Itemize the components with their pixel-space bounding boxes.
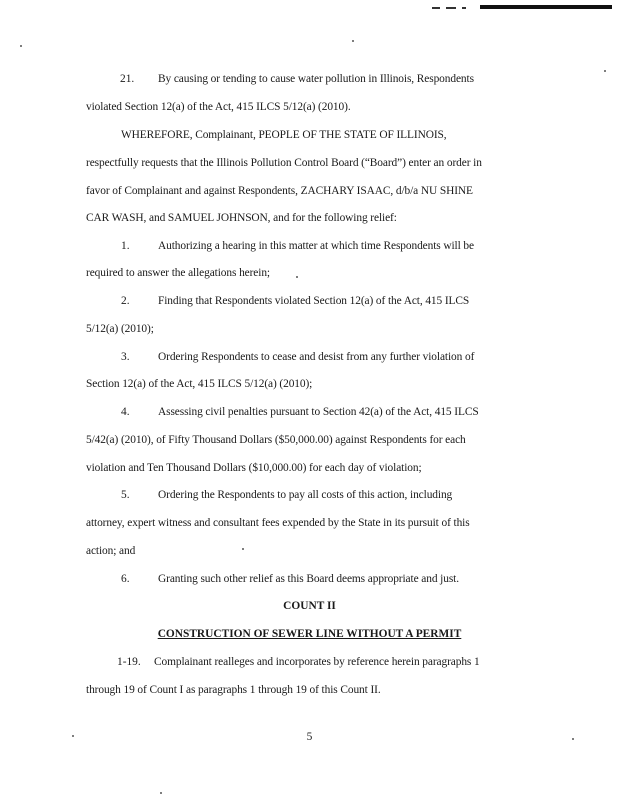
relief-4-line-1: Assessing civil penalties pursuant to Section 42(a) of the Act, 415 ILCS: [158, 406, 479, 418]
paragraph-1-19-line-2: through 19 of Count I as paragraphs 1 through 19 of this Count II.: [86, 684, 381, 696]
paragraph-21-line-1: By causing or tending to cause water pollution in Illinois, Respondents: [158, 73, 474, 85]
scan-artifact-dash: [462, 7, 466, 9]
scan-speck: [20, 45, 22, 47]
scan-speck: [352, 40, 354, 42]
relief-1-line-1: Authorizing a hearing in this matter at which time Respondents will be: [158, 240, 474, 252]
relief-6-line-1: Granting such other relief as this Board deems appropriate and just.: [158, 573, 459, 585]
relief-number: 3.: [121, 351, 130, 363]
relief-4-line-2: 5/42(a) (2010), of Fifty Thousand Dollars ($50,000.00) against Respondents for each: [86, 434, 466, 446]
scan-speck: [160, 792, 162, 794]
relief-2-line-2: 5/12(a) (2010);: [86, 323, 154, 335]
paragraph-1-19-line-1: Complainant realleges and incorporates by reference herein paragraphs 1: [154, 656, 480, 668]
count-heading: COUNT II: [283, 600, 336, 612]
wherefore-line-1: WHEREFORE, Complainant, PEOPLE OF THE STATE OF ILLINOIS,: [121, 129, 447, 141]
relief-3-line-2: Section 12(a) of the Act, 415 ILCS 5/12(a) (2010);: [86, 378, 313, 390]
wherefore-line-3: favor of Complainant and against Respondents, ZACHARY ISAAC, d/b/a NU SHINE: [86, 185, 473, 197]
paragraph-number: 21.: [120, 73, 135, 85]
scan-artifact-dash: [432, 7, 440, 9]
relief-5-line-3: action; and: [86, 545, 136, 557]
scan-artifact-dash: [446, 7, 456, 9]
scan-artifact-bar: [480, 5, 612, 9]
relief-number: 5.: [121, 489, 130, 501]
page-number: 5: [306, 731, 313, 743]
relief-5-line-1: Ordering the Respondents to pay all costs of this action, including: [158, 489, 453, 501]
relief-number: 4.: [121, 406, 130, 418]
wherefore-line-4: CAR WASH, and SAMUEL JOHNSON, and for the following relief:: [86, 212, 397, 224]
relief-1-line-2: required to answer the allegations herein;: [86, 267, 270, 279]
relief-3-line-1: Ordering Respondents to cease and desist from any further violation of: [158, 351, 475, 363]
scan-speck: [242, 548, 244, 550]
relief-number: 2.: [121, 295, 130, 307]
wherefore-line-2: respectfully requests that the Illinois Pollution Control Board (“Board”) enter an order in: [86, 157, 482, 169]
paragraph-21-line-2: violated Section 12(a) of the Act, 415 ILCS 5/12(a) (2010).: [86, 101, 351, 113]
scan-speck: [604, 70, 606, 72]
count-subheading: CONSTRUCTION OF SEWER LINE WITHOUT A PERMIT: [157, 628, 462, 640]
relief-2-line-1: Finding that Respondents violated Section 12(a) of the Act, 415 ILCS: [158, 295, 470, 307]
scan-speck: [296, 276, 298, 278]
paragraph-number: 1-19.: [117, 656, 141, 668]
relief-5-line-2: attorney, expert witness and consultant fees expended by the State in its pursuit of this: [86, 517, 470, 529]
relief-number: 1.: [121, 240, 130, 252]
relief-number: 6.: [121, 573, 130, 585]
relief-4-line-3: violation and Ten Thousand Dollars ($10,000.00) for each day of violation;: [86, 462, 422, 474]
